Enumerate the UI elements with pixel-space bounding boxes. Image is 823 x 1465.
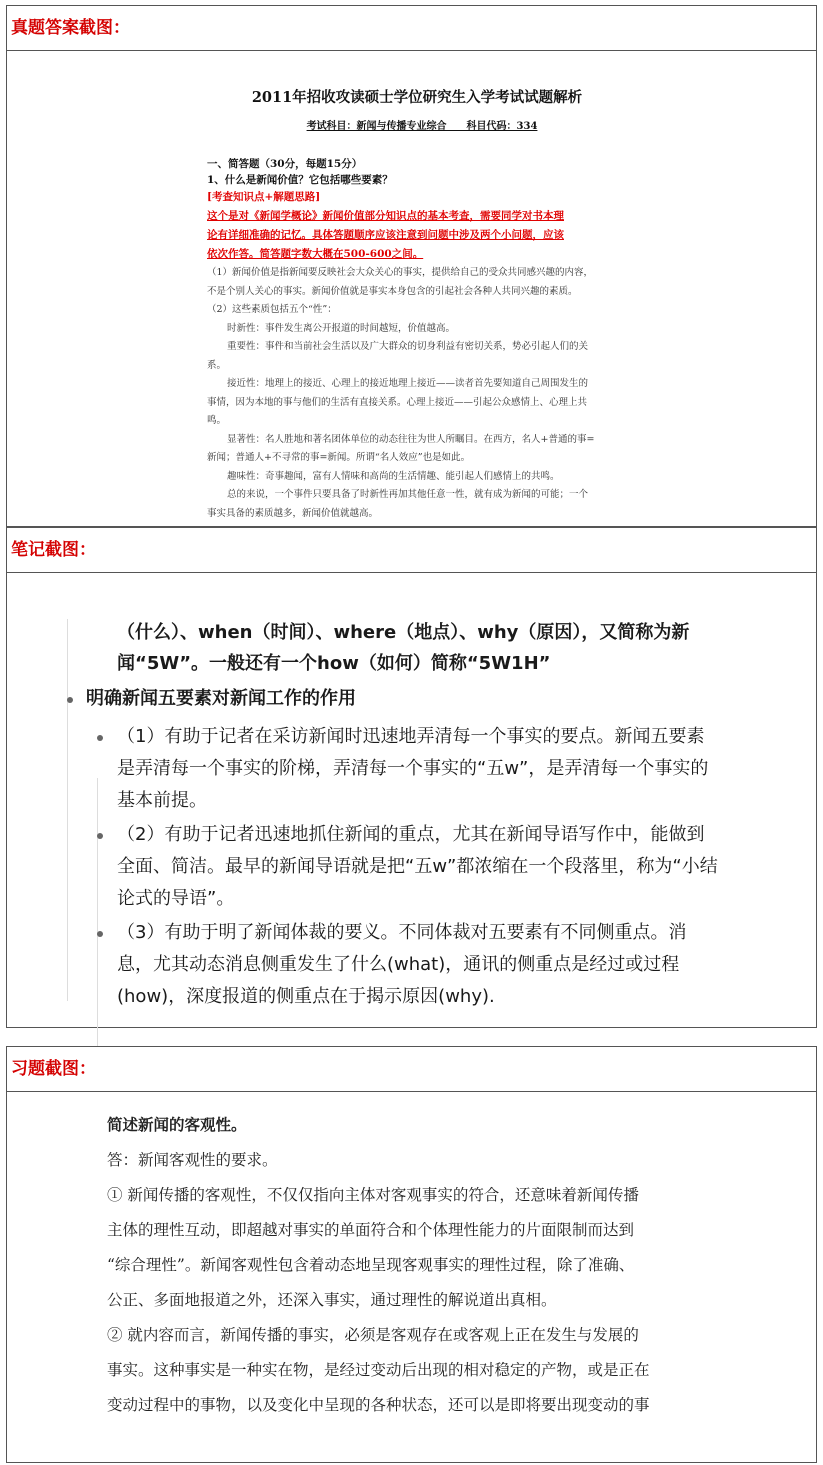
answer-line: 新闻；普通人+不寻常的事=新闻。所谓“名人效应”也是如此。	[207, 452, 471, 463]
exercise-panel	[6, 1046, 817, 1463]
quote-rule	[97, 778, 98, 1056]
note-item-line: （2）有助于记者迅速地抓住新闻的重点，尤其在新闻导语写作中，能做到	[117, 824, 705, 845]
note-item-line: (how)，深度报道的侧重点在于揭示原因(why).	[117, 986, 495, 1007]
analysis-line: 这个是对《新闻学概论》新闻价值部分知识点的基本考查，需要同学对书本理	[207, 210, 564, 222]
exercise-line: 主体的理性互动，即超越对事实的单面符合和个体理性能力的片面限制而达到	[107, 1221, 635, 1239]
doc-subtitle: 考试科目：新闻与传播专业综合 科目代码：334	[306, 121, 538, 132]
answer-line: 事情，因为本地的事与他们的生活有直接关系。心理上接近——引起公众感情上、心理上共	[207, 396, 588, 408]
panel-header: 习题截图：	[7, 1047, 816, 1092]
panel-header: 笔记截图：	[7, 528, 816, 573]
exercise-line: ② 就内容而言，新闻传播的事实，必须是客观存在或客观上正在发生与发展的	[107, 1326, 639, 1344]
bullet-icon	[67, 697, 73, 703]
answer-line: 总的来说，一个事件只要具备了时新性再加其他任意一性，就有成为新闻的可能；一个	[227, 489, 589, 500]
bullet-icon	[97, 735, 103, 741]
notes-content	[7, 573, 816, 1027]
analysis-tag: [考查知识点+解题思路]	[207, 191, 321, 203]
answer-line: 不是个别人关心的事实。新闻价值就是事实本身包含的引起社会各种人共同兴趣的素质。	[207, 285, 578, 297]
answer-line: 显著性：名人胜地和著名团体单位的动态往往为世人所瞩目。在西方，名人+普通的事=	[227, 433, 595, 445]
exercise-line: 事实。这种事实是一种实在物，是经过变动后出现的相对稳定的产物，或是正在	[107, 1361, 650, 1379]
note-item-line: （3）有助于明了新闻体裁的要义。不同体裁对五要素有不同侧重点。消	[117, 922, 687, 943]
exam-answer-panel	[6, 5, 817, 527]
answer-line: （1）新闻价值是指新闻要反映社会大众关心的事实，提供给自己的受众共同感兴趣的内容，	[207, 267, 594, 278]
answer-line: （2）这些素质包括五个“性”：	[207, 304, 337, 315]
analysis-line: 论有详细准确的记忆。具体答题顺序应该注意到问题中涉及两个小问题，应该	[207, 229, 564, 241]
bullet-icon	[97, 931, 103, 937]
panel-header: 真题答案截图：	[7, 6, 816, 51]
bullet-icon	[97, 833, 103, 839]
exercise-line: 公正、多面地报道之外，还深入事实，通过理性的解说道出真相。	[107, 1291, 557, 1309]
exercise-line: ① 新闻传播的客观性，不仅仅指向主体对客观事实的符合，还意味着新闻传播	[107, 1186, 639, 1204]
answer-line: 重要性：事件和当前社会生活以及广大群众的切身利益有密切关系，势必引起人们的关	[227, 341, 589, 352]
exercise-content	[107, 1107, 747, 1423]
note-item-line: （1）有助于记者在采访新闻时迅速地弄清每一个事实的要点。新闻五要素	[117, 726, 705, 747]
exercise-line: 变动过程中的事物，以及变化中呈现的各种状态，还可以是即将要出现变动的事	[107, 1396, 650, 1414]
note-line: 闻“5W”。一般还有一个how（如何）简称“5W1H”	[117, 653, 551, 674]
answer-line: 系。	[207, 359, 227, 371]
exercise-line: 答：新闻客观性的要求。	[107, 1151, 278, 1169]
answer-line: 趣味性：奇事趣闻，富有人情味和高尚的生活情趣、能引起人们感情上的共鸣。	[227, 470, 560, 482]
question-text: 1、什么是新闻价值？它包括哪些要素？	[207, 174, 393, 186]
analysis-line: 依次作答。简答题字数大概在500-600之间。	[207, 248, 424, 260]
quote-rule	[67, 619, 68, 1001]
note-item-line: 息，尤其动态消息侧重发生了什么(what)，通讯的侧重点是经过或过程	[117, 954, 680, 975]
note-item-line: 基本前提。	[117, 790, 207, 811]
note-item-line: 论式的导语”。	[117, 888, 235, 909]
note-heading: 明确新闻五要素对新闻工作的作用	[86, 688, 356, 709]
note-item-line: 是弄清每一个事实的阶梯，弄清每一个事实的“五w”，是弄清每一个事实的	[117, 758, 709, 779]
answer-line: 时新性：事件发生离公开报道的时间越短，价值越高。	[227, 322, 456, 334]
note-line: （什么）、when（时间）、where（地点）、why（原因），又简称为新	[117, 622, 690, 643]
exam-answer-content	[207, 86, 647, 523]
notes-panel	[6, 527, 817, 1028]
doc-title: 2011年招收攻读硕士学位研究生入学考试试题解析	[251, 89, 583, 106]
exercise-line: “综合理性”。新闻客观性包含着动态地呈现客观事实的理性过程，除了准确、	[107, 1256, 635, 1274]
exercise-title: 简述新闻的客观性。	[107, 1116, 247, 1134]
answer-line: 接近性：地理上的接近、心理上的接近地理上接近——读者首先要知道自己周围发生的	[227, 378, 589, 389]
answer-line: 鸣。	[207, 415, 227, 426]
section-heading: 一、简答题（30分，每题15分）	[207, 158, 363, 170]
answer-line: 事实具备的素质越多，新闻价值就越高。	[207, 507, 379, 519]
note-item-line: 全面、简洁。最早的新闻导语就是把“五w”都浓缩在一个段落里，称为“小结	[117, 856, 718, 877]
